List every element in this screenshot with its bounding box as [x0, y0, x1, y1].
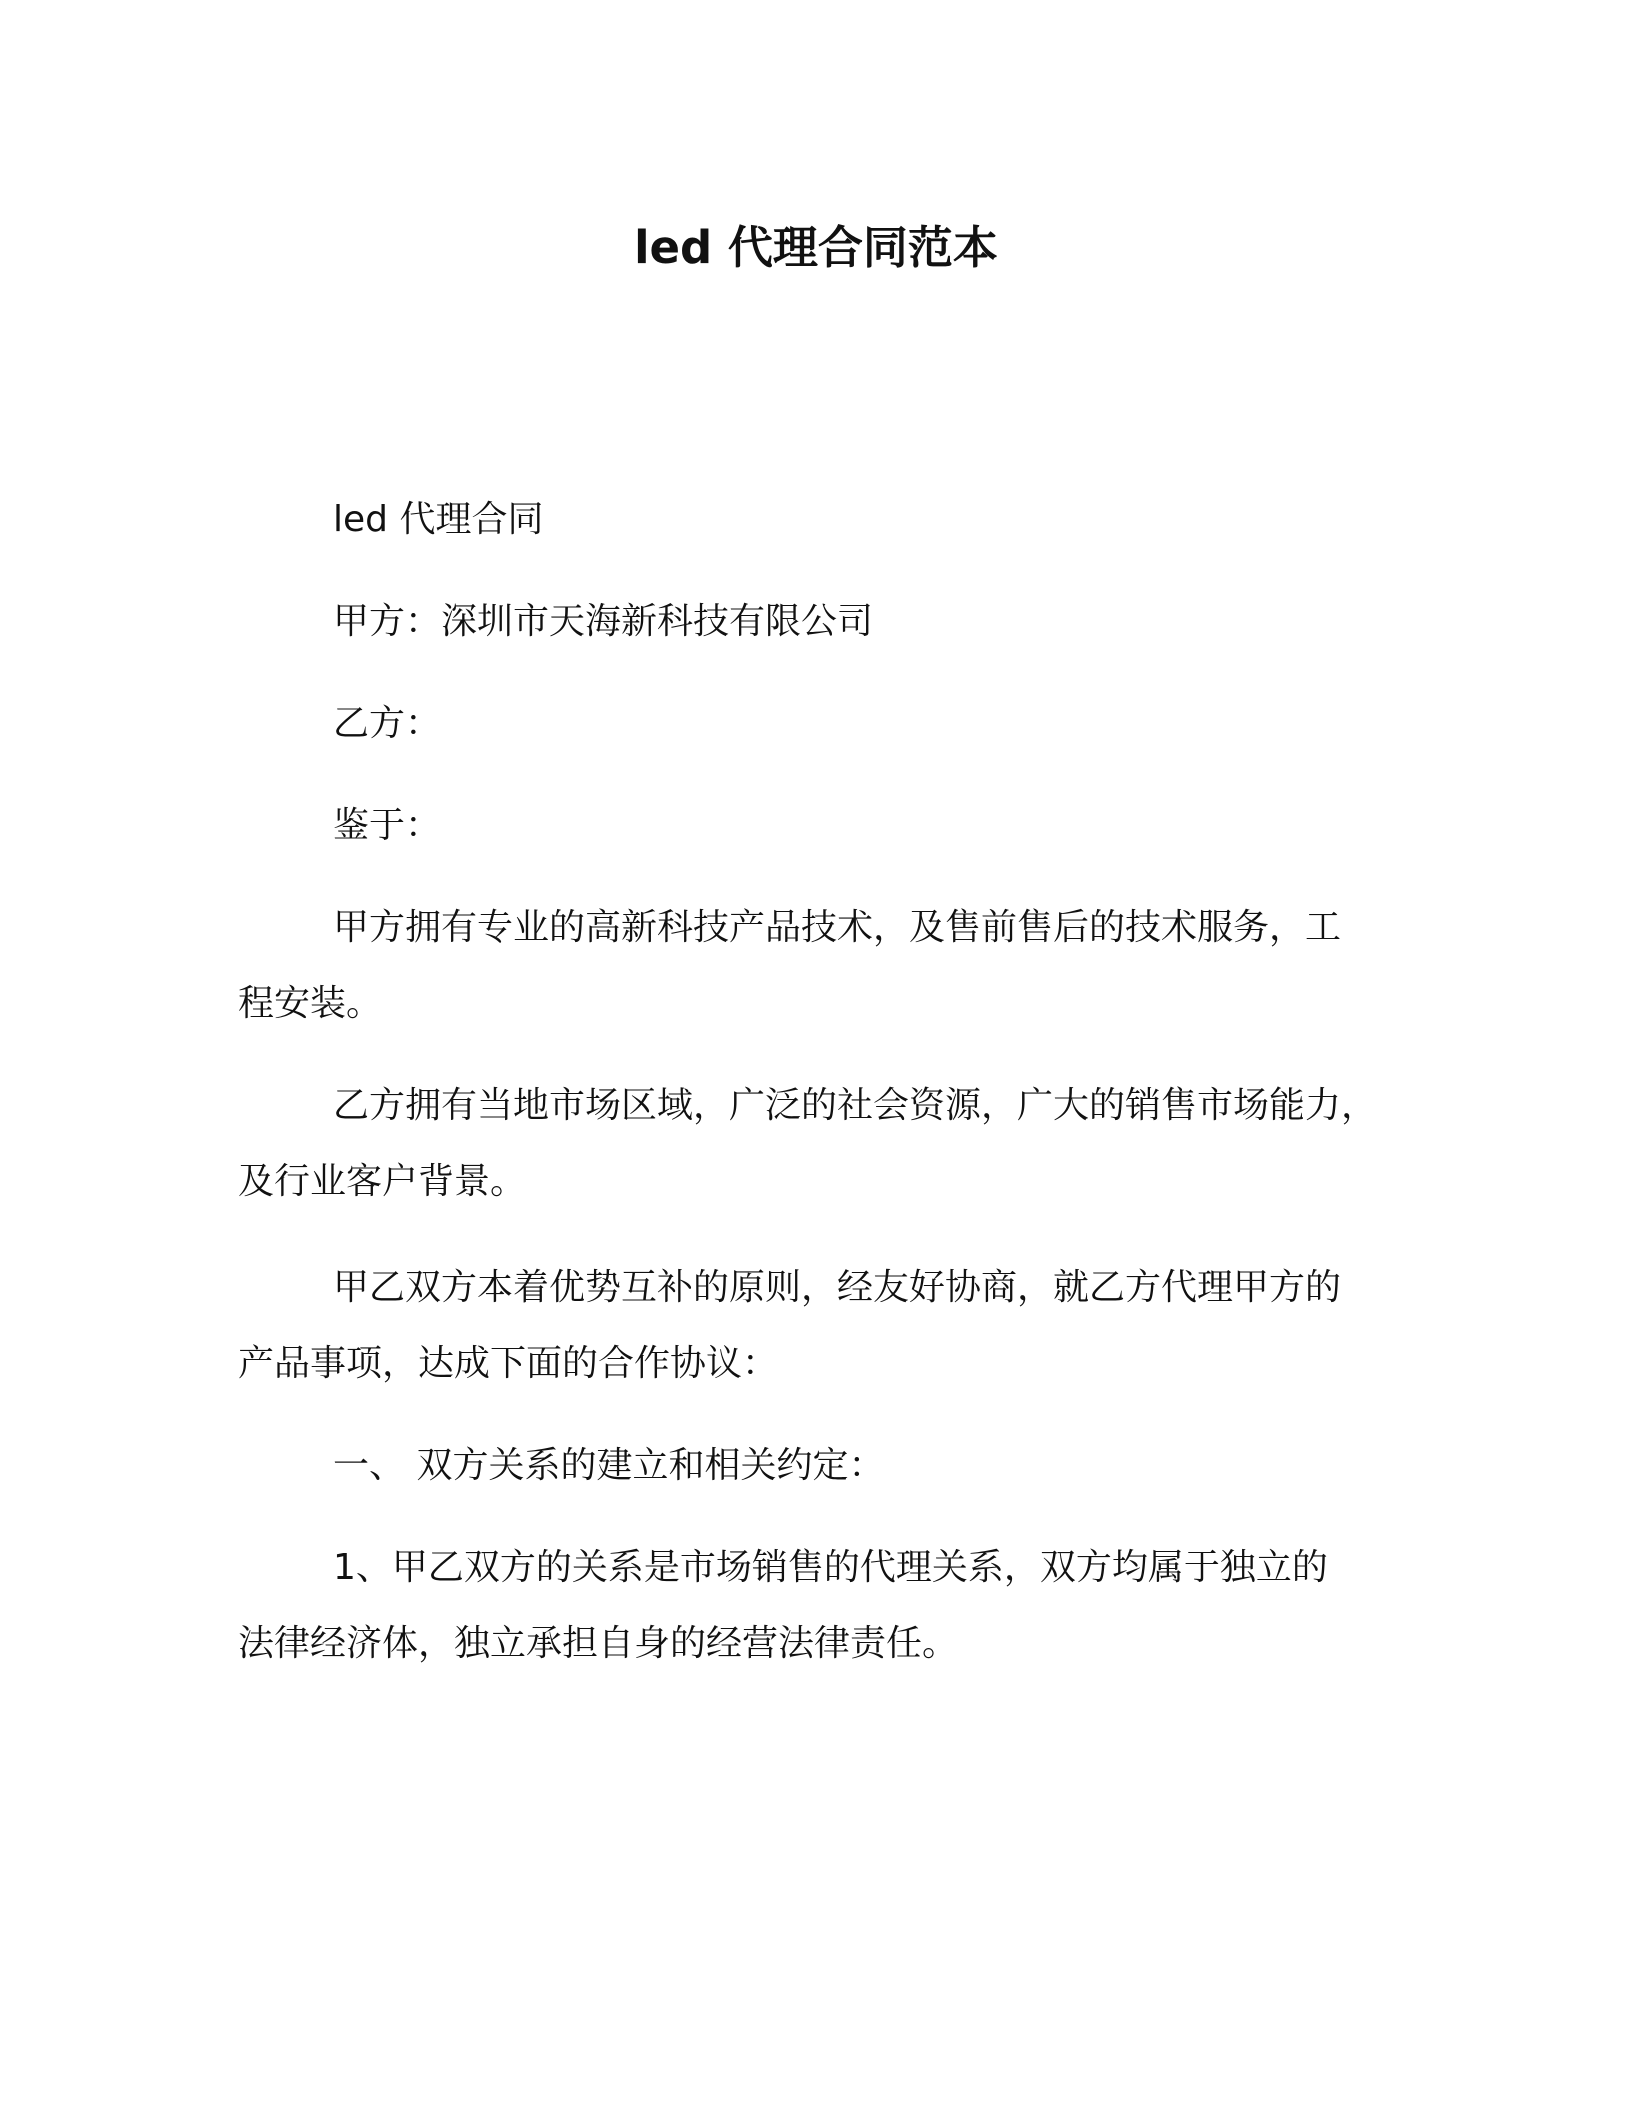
paragraph-line: 甲乙双方本着优势互补的原则，经友好协商，就乙方代理甲方的 [333, 1267, 1342, 1308]
paragraph-line: 甲方拥有专业的高新科技产品技术，及售前售后的技术服务，工 [333, 907, 1342, 948]
clause-line: 法律经济体，独立承担自身的经营法律责任。 [238, 1623, 959, 1664]
clause-line: 1、甲乙双方的关系是市场销售的代理关系，双方均属于独立的 [333, 1547, 1328, 1588]
paragraph-line: 乙方拥有当地市场区域，广泛的社会资源，广大的销售市场能力， [333, 1085, 1378, 1126]
party-a-line: 甲方：深圳市天海新科技有限公司 [333, 601, 874, 642]
whereas-line: 鉴于： [333, 805, 442, 846]
paragraph-line: 程安装。 [238, 983, 383, 1024]
contract-heading: led 代理合同 [333, 499, 544, 540]
paragraph-line: 及行业客户背景。 [238, 1161, 527, 1202]
section-heading: 一、 双方关系的建立和相关约定： [333, 1445, 885, 1486]
party-b-line: 乙方： [333, 703, 442, 744]
document-title: led 代理合同范本 [634, 221, 998, 274]
paragraph-line: 产品事项，达成下面的合作协议： [238, 1343, 779, 1384]
